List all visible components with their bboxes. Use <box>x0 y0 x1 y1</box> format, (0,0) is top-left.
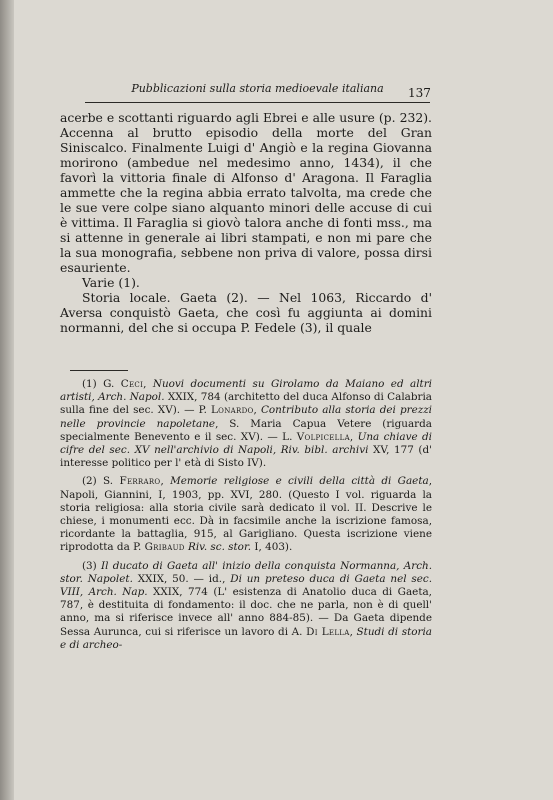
fn-title: Memorie religiose e civili della città di Gaeta <box>170 475 429 488</box>
fn-title: Una chiave di cifre del sec. XV nell'archivio di Napoli, Riv. bibl. archivi <box>60 430 432 457</box>
main-text <box>60 110 432 335</box>
fn-title: Il ducato di Gaeta all' inizio della conquista Normanna, Arch. stor. Napolet. <box>60 559 433 585</box>
fn-text: , <box>349 430 358 443</box>
running-head: Pubblicazioni sulla storia medioevale italiana <box>85 82 430 103</box>
fn-text: XXIX, 50. — id., <box>132 572 231 585</box>
paragraph-continuation: acerbe e scottanti riguardo agli Ebrei e alle usure (p. 232). Accenna al brutto episodio della morte del Gran Siniscalco. Finalmente Luigi d' Angiò e la regina Giovanna morirono (ambedue nel medesimo anno, 1434), il che favorì la vittoria finale di Alfonso d' Aragona. Il Faraglia ammette che la regina abbia errato talvolta, ma crede che le sue vere colpe siano alquanto minori delle accuse di cui è vittima. Il Faraglia si giovò talora anche di fonti mss., ma si attenne in generale ai libri stampati, e non mi pare che la sua monografia, sebbene non priva di valore, possa dirsi esauriente. <box>60 110 432 275</box>
fn-text: , <box>349 625 357 638</box>
fn-text: XXIX, 784 (architetto del duca Alfonso di Calabria sulla fine del sec. XV). — P. <box>60 391 432 417</box>
fn-title: Contributo alla storia dei prezzi nelle provincie napoletane <box>60 404 432 430</box>
fn-title: Riv. sc. stor. <box>188 541 252 554</box>
fn-author: Ceci <box>120 378 144 390</box>
paragraph-storia-locale: Storia locale. Gaeta (2). — Nel 1063, Riccardo d' Aversa conquistò Gaeta, che così fu aggiunta ai domini normanni, del che si occupa P. Fedele (3), il quale <box>60 290 432 335</box>
fn-text: , Napoli, Giannini, I, 1903, pp. XVI, 280. (Questo I vol. riguarda la storia religiosa: alla storia civile sarà dedicato il vol. II. Descrive le chiese, i monumenti ecc. Dà in facsimile anche la iscrizione famosa, ricordante la battaglia, 915, al Garigliano. Questa iscrizione viene riprodotta da P. <box>60 475 433 554</box>
fn-text: , <box>253 404 261 417</box>
footnote-1-text <box>60 378 432 470</box>
footnote-1 <box>60 378 432 470</box>
footnotes <box>60 378 432 657</box>
fn-text: , <box>160 475 171 488</box>
footnote-separator <box>70 370 128 371</box>
fn-author: Ferraro <box>119 475 161 488</box>
footnote-3-text <box>60 560 432 652</box>
fn-title: Nuovi documenti su Girolamo da Maiano ed altri artisti, Arch. Napol. <box>60 378 432 404</box>
fn-text: XXIX, 774 (L' esistenza di Anatolio duca di Gaeta, 787, è destituita di fondamento: il doc. che ne parla, non è di quell' anno, ma si riferisce invece all' anno 884-85). — Da Gaeta dipende Sessa Aurunca, cui si riferisce un lavoro di A. <box>60 586 432 638</box>
page-binding-shadow <box>0 0 14 800</box>
fn-author: Di Lella <box>306 625 350 638</box>
fn-author: Volpicella <box>296 430 350 443</box>
paragraph-varie: Varie (1). <box>82 275 140 290</box>
fn-title: Di un preteso duca di Gaeta nel sec. VIII, Arch. Nap. <box>60 572 432 599</box>
footnote-3 <box>60 560 432 652</box>
fn-text: (2) S. <box>82 475 120 488</box>
footnote-2-text <box>60 475 432 554</box>
fn-text: , S. Maria Capua Vetere (riguarda specialmente Benevento e il sec. XV). — L. <box>60 417 432 443</box>
fn-text: (3) <box>82 559 101 572</box>
fn-text: , <box>143 378 153 390</box>
page-number: 137 <box>408 86 431 100</box>
fn-title: Studi di storia e di archeo- <box>60 625 432 651</box>
footnote-2 <box>60 475 432 554</box>
fn-text: (1) G. <box>82 378 121 390</box>
fn-author: Gribaud <box>144 541 185 554</box>
fn-author: Lonardo <box>210 404 254 417</box>
fn-text: I, 403). <box>251 541 293 554</box>
fn-text: XV, 177 (d' interesse politico per l' età di Sisto IV). <box>60 444 432 470</box>
